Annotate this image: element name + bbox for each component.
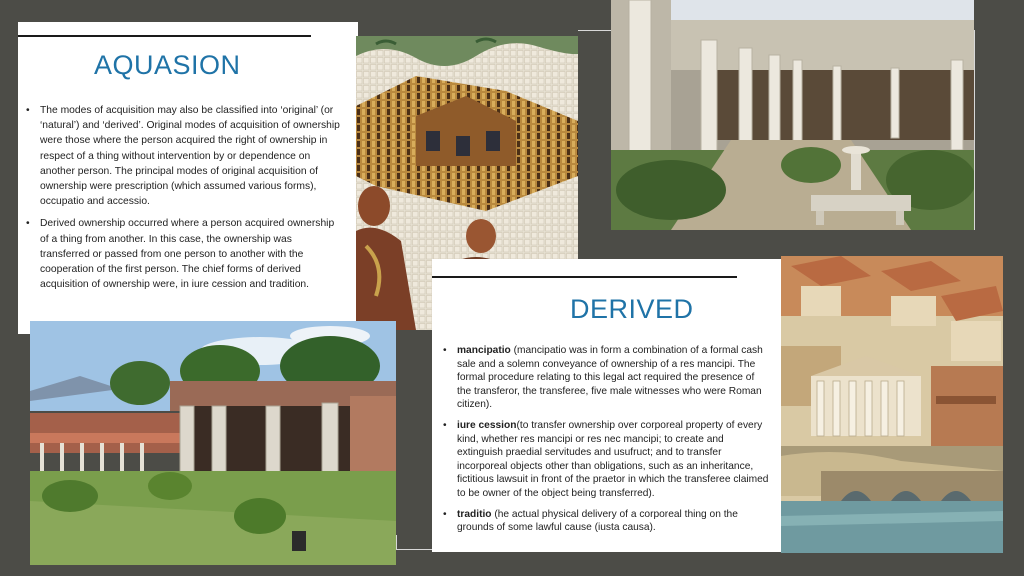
roman-city-illustration	[781, 256, 1003, 553]
title-rule	[18, 35, 311, 37]
aquasion-bullet-1: • The modes of acquisition may also be classified into ‘original’ (or ‘natural’) and ‘derived’. Original modes of acquisition of ownership were those where the person acquired the right of ownership in respect of a thing without intervention by or dependence on another person. The principal modes of original acquisition of ownership were prescription (which assumed various forms), occupatio and accessio.	[24, 103, 344, 209]
title-rule	[432, 276, 737, 278]
term-mancipatio: mancipatio	[457, 345, 511, 356]
derived-item-iure-cession	[441, 419, 771, 501]
villa-ruins-photo	[30, 321, 396, 565]
text-traditio: (he actual physical delivery of a corporeal thing on the grounds of some lawful cause (iusta causa).	[457, 508, 738, 534]
villa-ruins-illustration	[30, 321, 396, 565]
aquasion-bullets	[24, 103, 344, 299]
aquasion-bullet-2: • Derived ownership occurred where a person acquired ownership of a thing from another. In this case, the ownership was transferred or passed from one person to another with the cooperation of the first person. The chief forms of derived acquisition of ownership were, in iure cession and tradition.	[24, 216, 344, 292]
derived-item-traditio	[441, 508, 771, 535]
derived-item-mancipatio	[441, 344, 771, 412]
roman-city-art	[781, 256, 1003, 553]
text-mancipatio: (mancipatio was in form a combination of a formal cash sale and a solemn conveyance of ownership of a res mancipi. The formal procedure relating to this legal act required the presence of the transferor, the transferee, five male witnesses who were Roman citizen).	[457, 345, 763, 411]
term-iure-cession: iure cession	[457, 419, 517, 431]
peristyle-photo	[611, 0, 974, 230]
connector-line	[396, 535, 397, 549]
connector-line	[974, 30, 975, 230]
connector-line	[578, 30, 612, 31]
term-traditio: traditio	[457, 508, 492, 520]
derived-bullets	[441, 344, 771, 542]
peristyle-illustration	[611, 0, 974, 230]
derived-title: DERIVED	[570, 294, 694, 324]
connector-line	[396, 549, 436, 550]
aquasion-title: AQUASION	[94, 50, 241, 80]
text-iure-cession: (to transfer ownership over corporeal property of every kind, whether res mancipi or res nec mancipi; to create and extinguish praedial servitudes and usufruct; and to transfer incorporeal objects other than obligations, such as an inheritance, fictitious lawsuit in front of the praetor in which the transferee claimed to be owner of the object being transferred).	[457, 419, 769, 499]
